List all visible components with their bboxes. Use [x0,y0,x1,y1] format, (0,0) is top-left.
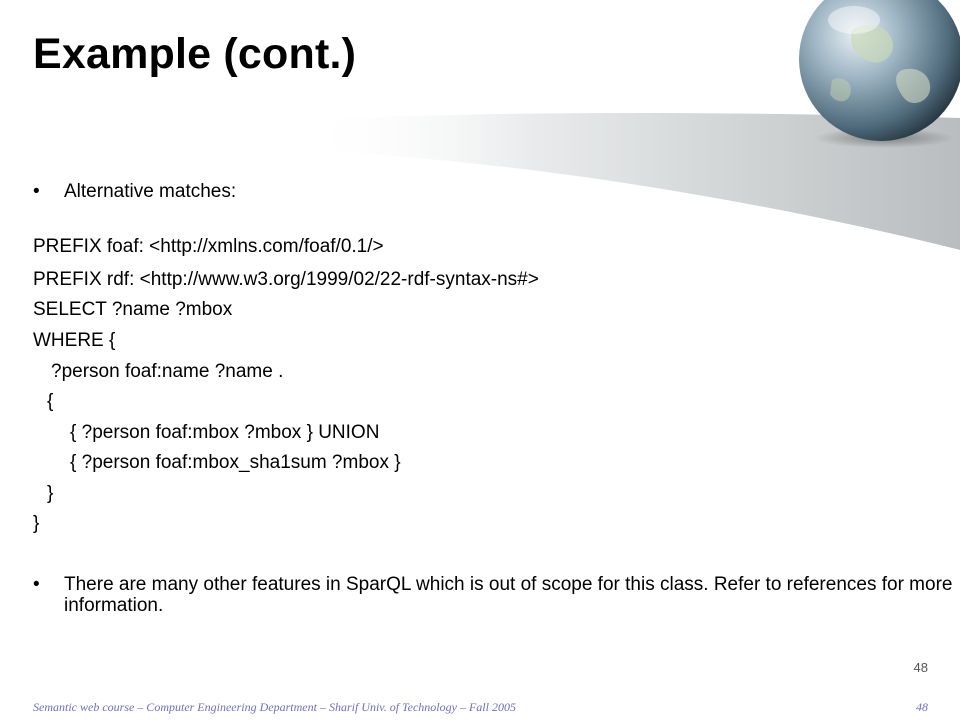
globe-icon [792,0,960,148]
code-line: PREFIX rdf: <http://www.w3.org/1999/02/22-rdf-syntax-ns#> [33,269,539,290]
footer-course: Semantic web course – Computer Engineering Department – Sharif Univ. of Technology – Fall 2005 [33,700,516,714]
bullet-symbol: • [33,181,40,202]
slide-title: Example (cont.) [33,30,357,78]
code-line: WHERE { [33,330,116,351]
bullet-text: Alternative matches: [64,181,237,202]
code-line: } [33,513,40,534]
code-line: ?person foaf:name ?name . [51,361,284,382]
footer-page-number: 48 [916,700,928,714]
code-line: } [47,483,54,504]
code-line: PREFIX foaf: <http://xmlns.com/foaf/0.1/> [33,236,384,257]
page-number: 48 [913,660,928,675]
code-line: { [47,391,54,412]
bullet-text: There are many other features in SparQL which is out of scope for this class. Refer to references for more information. [64,574,953,616]
code-line: { ?person foaf:mbox ?mbox } UNION [70,422,380,443]
bullet-symbol: • [33,574,40,595]
code-line: SELECT ?name ?mbox [33,299,233,320]
code-line: { ?person foaf:mbox_sha1sum ?mbox } [70,452,401,473]
